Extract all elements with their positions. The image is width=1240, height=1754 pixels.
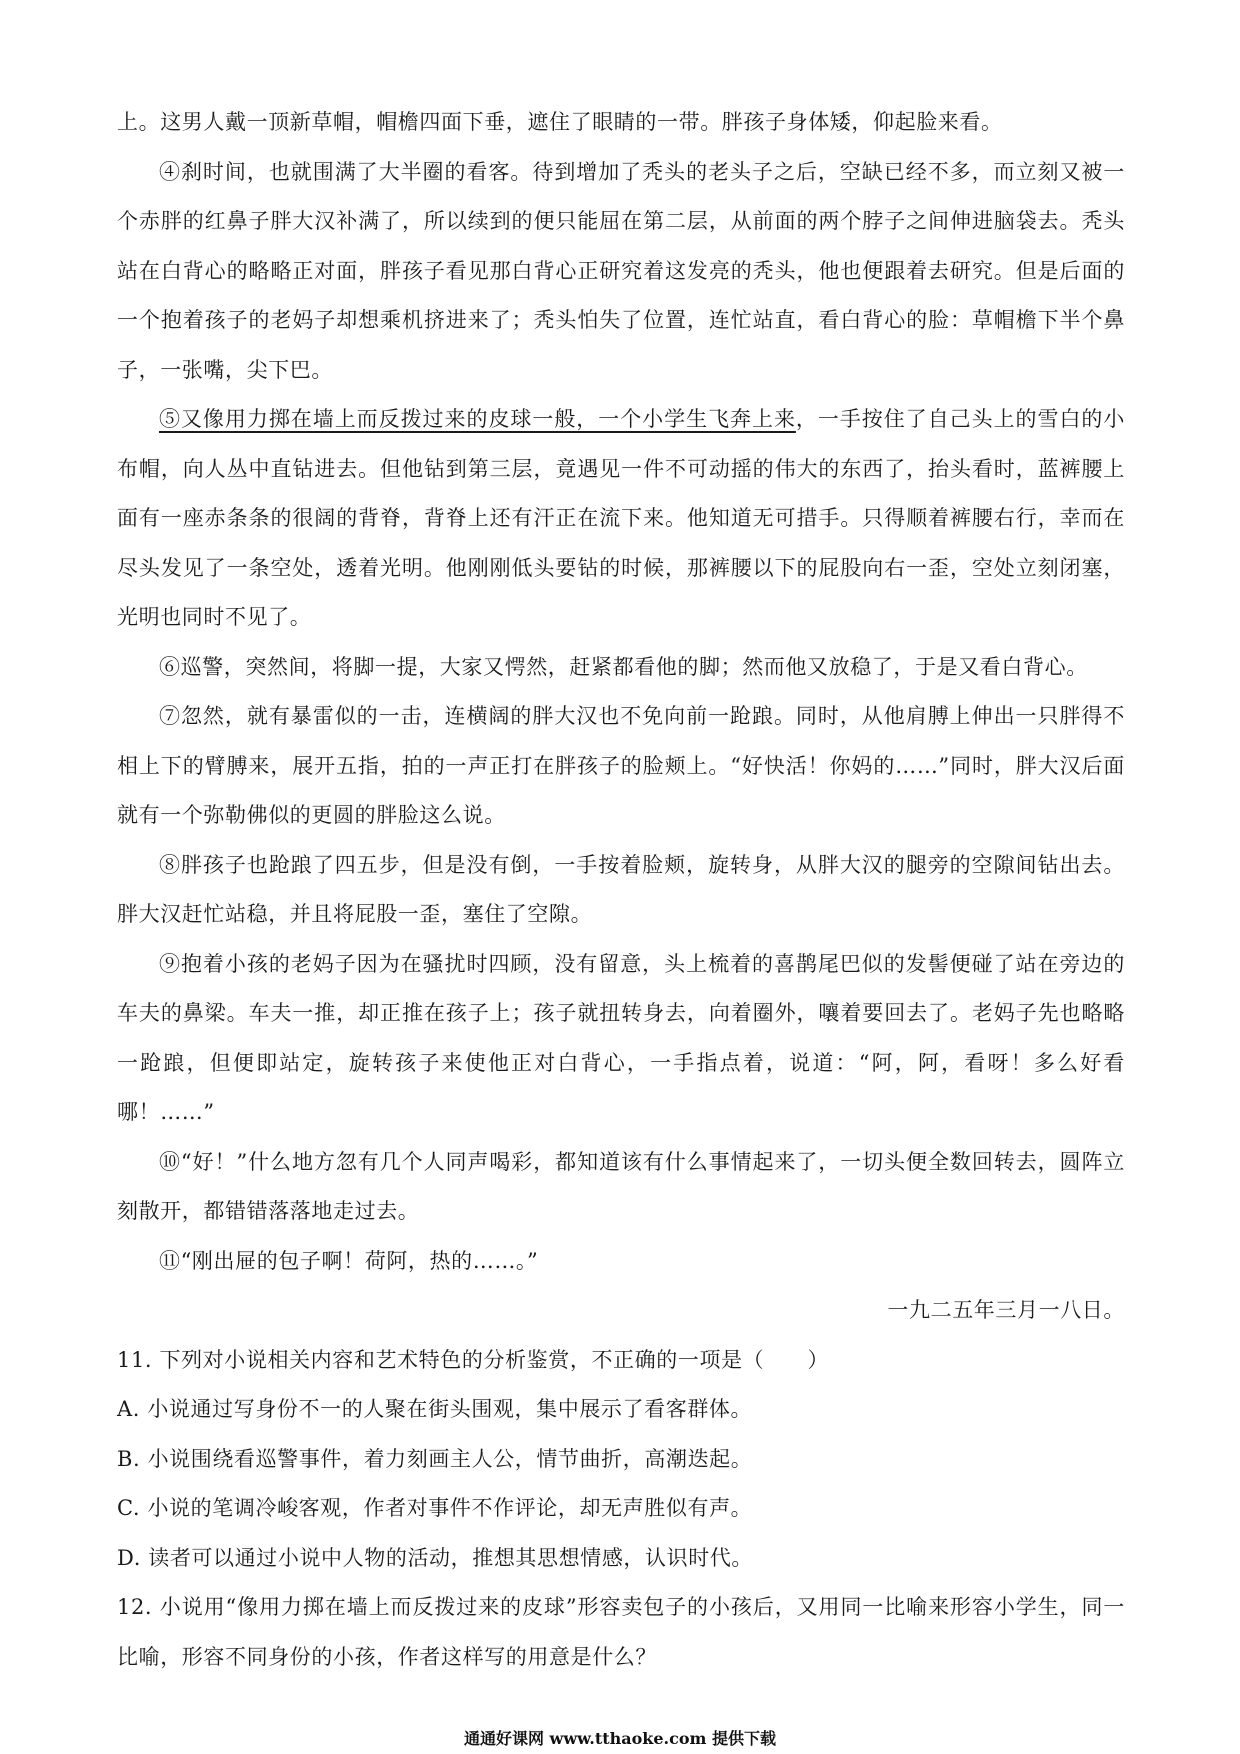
question-11-option-c: C. 小说的笔调冷峻客观，作者对事件不作评论，却无声胜似有声。 — [117, 1496, 753, 1520]
passage-paragraph-6: ⑥巡警，突然间，将脚一提，大家又愕然，赶紧都看他的脚；然而他又放稳了，于是又看白背心。 — [159, 654, 1088, 679]
question-11-option-a: A. 小说通过写身份不一的人聚在街头围观，集中展示了看客群体。 — [117, 1397, 753, 1421]
passage-paragraph-8: ⑧胖孩子也跄踉了四五步，但是没有倒，一手按着脸颊，旋转身，从胖大汉的腿旁的空隙间钻出去。胖大汉赶忙站稳，并且将屁股一歪，塞住了空隙。 — [117, 852, 1125, 926]
page-footer: 通通好课网 www.tthaoke.com 提供下载 — [463, 1729, 777, 1748]
passage-paragraph-continued: 上。这男人戴一顶新草帽，帽檐四面下垂，遮住了眼睛的一带。胖孩子身体矮，仰起脸来看。 — [117, 110, 1003, 134]
passage-paragraph-7: ⑦忽然，就有暴雷似的一击，连横阔的胖大汉也不免向前一跄踉。同时，从他肩膊上伸出一只胖得不相上下的臂膊来，展开五指，拍的一声正打在胖孩子的脸颊上。“好快活！你妈的……”同时，胖大汉后面就有一个弥勒佛似的更圆的胖脸这么说。 — [117, 704, 1125, 827]
passage-paragraph-11: ⑪“刚出屉的包子啊！荷阿，热的……。” — [159, 1248, 539, 1273]
passage-paragraph-5-rest: ，一手按住了自己头上的雪白的小布帽，向人丛中直钻进去。但他钻到第三层，竟遇见一件不可动摇的伟大的东西了，抬头看时，蓝裤腰上面有一座赤条条的很阔的背脊，背脊上还有汗正在流下来。他知道无可措手。只得顺着裤腰右行，幸而在尽头发见了一条空处，透着光明。他刚刚低头要钻的时候，那裤腰以下的屁股向右一歪，空处立刻闭塞，光明也同时不见了。 — [117, 407, 1125, 629]
underlined-sentence: ⑤又像用力掷在墙上而反拨过来的皮球一般，一个小学生飞奔上来 — [159, 407, 796, 431]
question-11-option-b: B. 小说围绕看巡警事件，着力刻画主人公，情节曲折，高潮迭起。 — [117, 1446, 753, 1471]
document-content — [117, 98, 1125, 1682]
passage-date: 一九二五年三月一八日。 — [887, 1298, 1125, 1322]
passage-paragraph-5 — [117, 395, 1125, 643]
question-12-stem: 12. 小说用“像用力掷在墙上而反拨过来的皮球”形容卖包子的小孩后，又用同一比喻来形容小学生，同一比喻，形容不同身份的小孩，作者这样写的用意是什么？ — [117, 1595, 1125, 1669]
passage-paragraph-4: ④刹时间，也就围满了大半圈的看客。待到增加了秃头的老头子之后，空缺已经不多，而立刻又被一个赤胖的红鼻子胖大汉补满了，所以续到的便只能屈在第二层，从前面的两个脖子之间伸进脑袋去。秃头站在白背心的略略正对面，胖孩子看见那白背心正研究着这发亮的秃头，他也便跟着去研究。但是后面的一个抱着孩子的老妈子却想乘机挤进来了；秃头怕失了位置，连忙站直，看白背心的脸：草帽檐下半个鼻子，一张嘴，尖下巴。 — [117, 159, 1125, 382]
passage-paragraph-9: ⑨抱着小孩的老妈子因为在骚扰时四顾，没有留意，头上梳着的喜鹊尾巴似的发髻便碰了站在旁边的车夫的鼻梁。车夫一推，却正推在孩子上；孩子就扭转身去，向着圈外，嚷着要回去了。老妈子先也略略一跄踉，但便即站定，旋转孩子来使他正对白背心，一手指点着，说道：“阿，阿，看呀！多么好看哪！……” — [117, 951, 1125, 1124]
question-11-option-d: D. 读者可以通过小说中人物的活动，推想其思想情感，认识时代。 — [117, 1545, 754, 1570]
passage-paragraph-10: ⑩“好！”什么地方忽有几个人同声喝彩，都知道该有什么事情起来了，一切头便全数回转去，圆阵立刻散开，都错错落落地走过去。 — [117, 1149, 1125, 1223]
question-11-stem: 11. 下列对小说相关内容和艺术特色的分析鉴赏，不正确的一项是（ ） — [117, 1347, 830, 1372]
